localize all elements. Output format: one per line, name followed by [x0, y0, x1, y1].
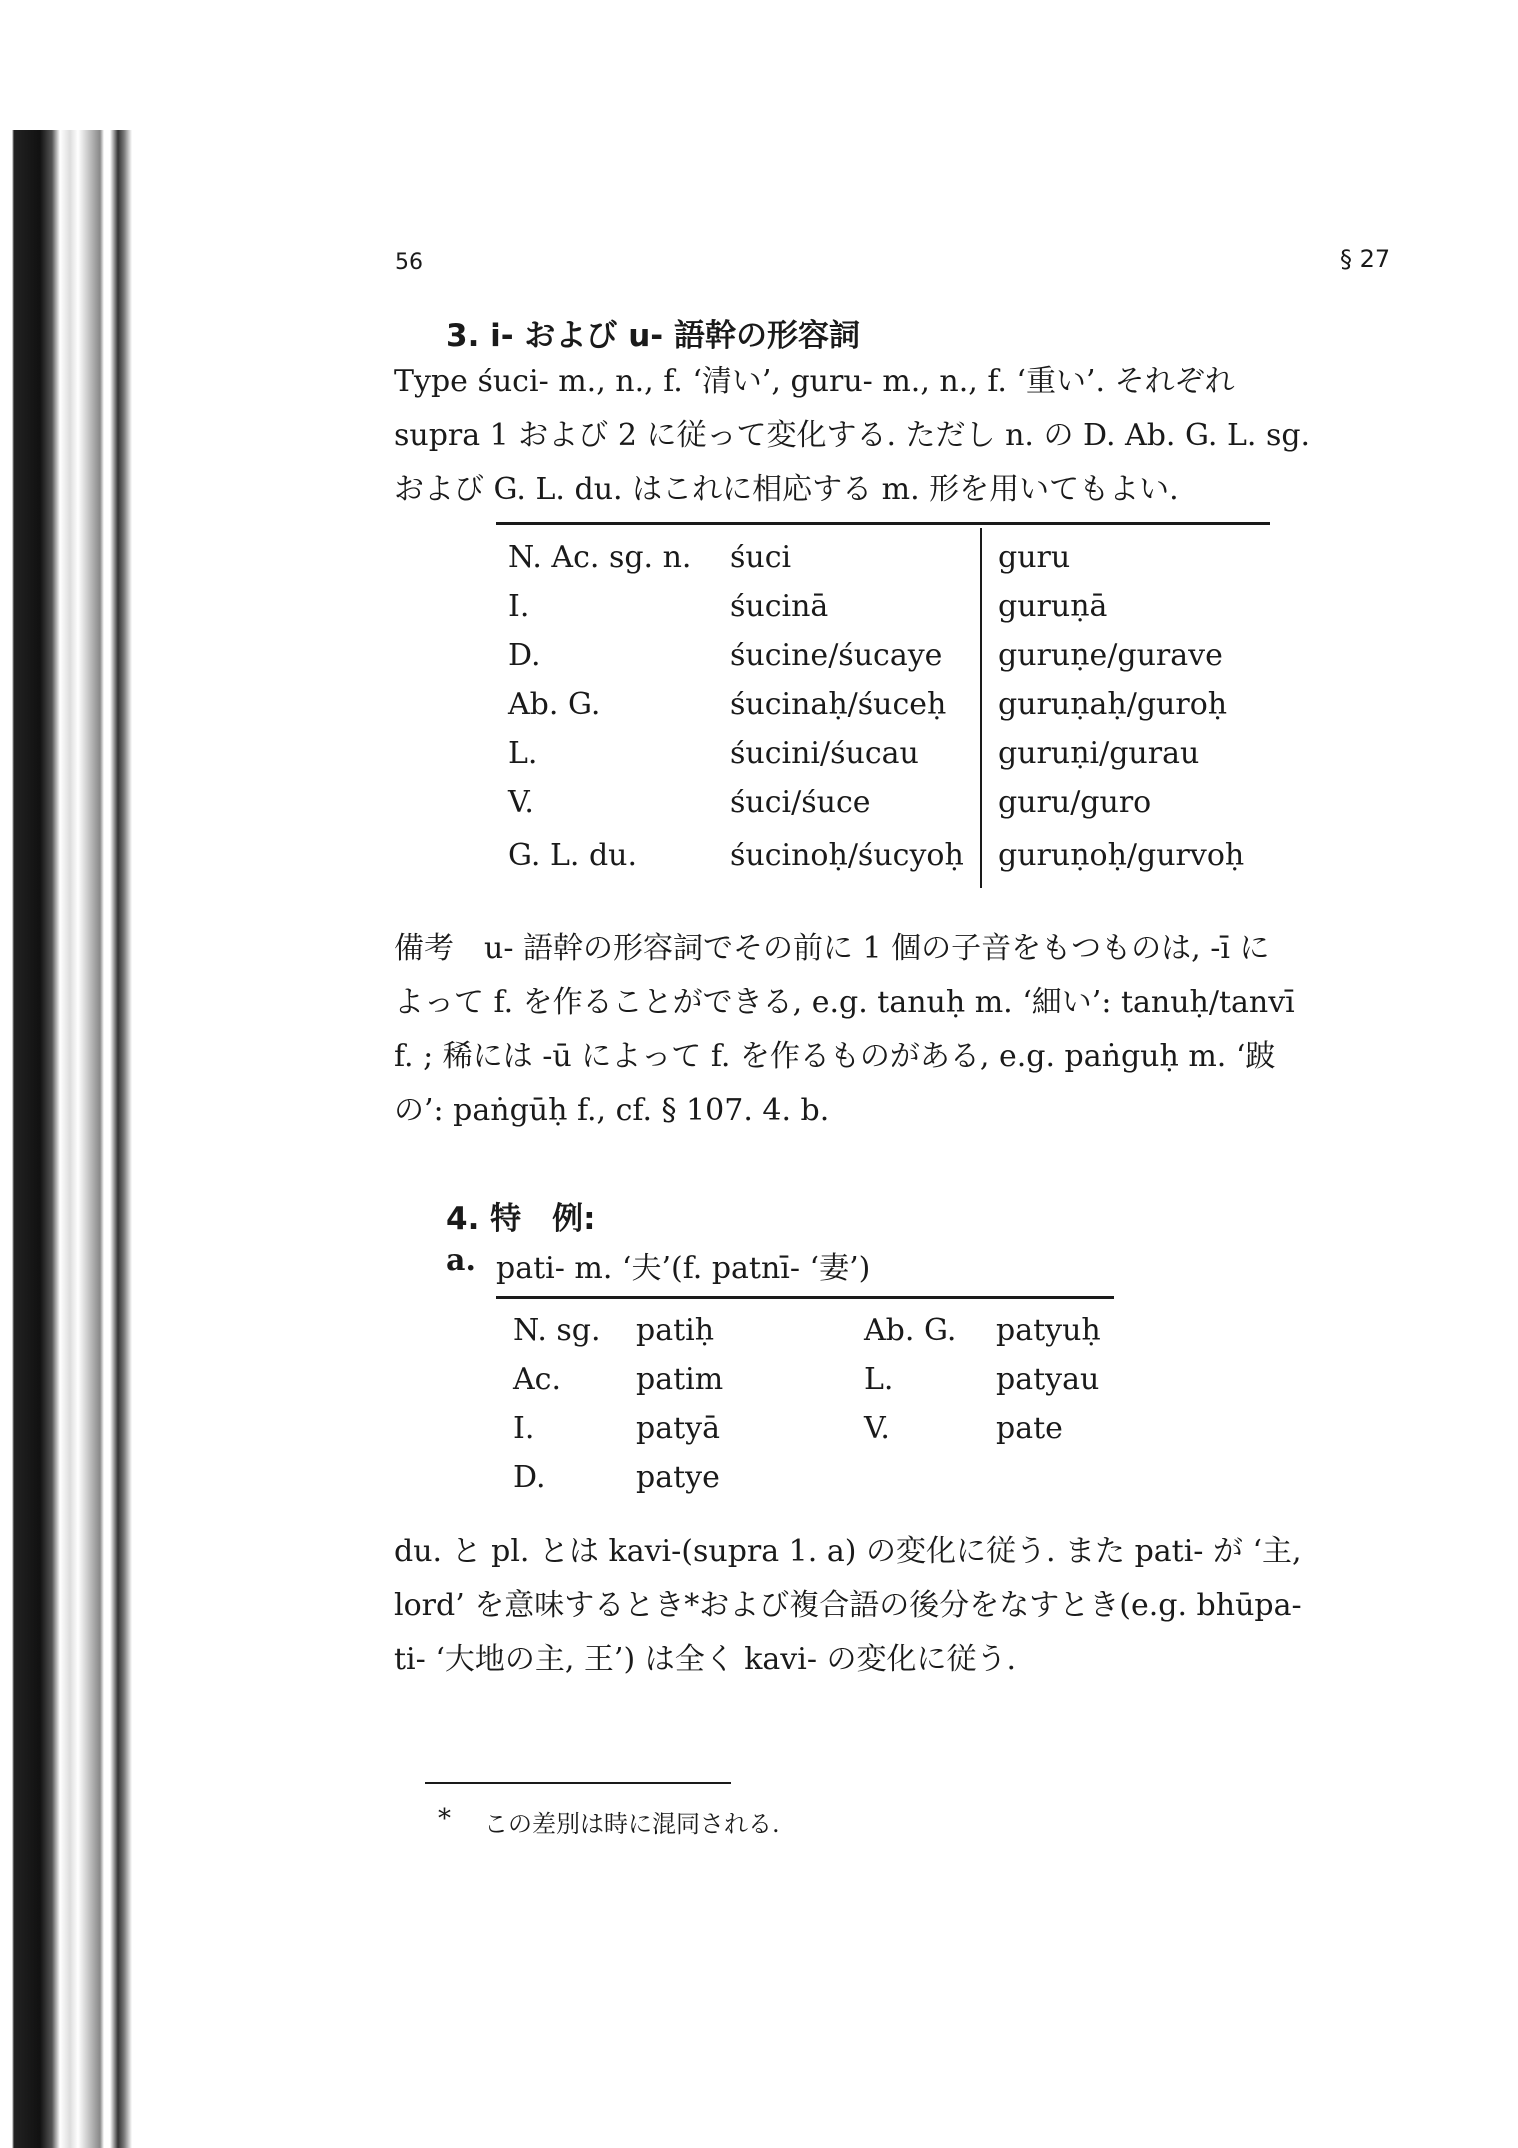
page-number: 56	[395, 250, 423, 275]
table-guru-form: guru	[998, 540, 1071, 575]
pati-form: patyuḥ	[996, 1313, 1101, 1348]
pati-form: patim	[636, 1362, 724, 1397]
table-suci-form: śucinā	[730, 589, 829, 624]
table-case: Ab. G.	[508, 687, 601, 722]
table-column-divider	[980, 528, 982, 888]
section-4-paragraph-line: ti- ‘大地の主, 王’) は全く kavi- の変化に従う.	[394, 1642, 1017, 1677]
pati-table-top-rule	[496, 1296, 1114, 1299]
section-4-paragraph-line: du. と pl. とは kavi-(supra 1. a) の変化に従う. また pati- が ‘主,	[394, 1534, 1302, 1569]
pati-case: D.	[513, 1460, 546, 1495]
remark-line: の’: paṅgūḥ f., cf. § 107. 4. b.	[394, 1093, 830, 1128]
table-case: N. Ac. sg. n.	[508, 540, 692, 575]
table-suci-form: śuci	[730, 540, 792, 575]
scan-gutter	[0, 0, 135, 2148]
table-case: D.	[508, 638, 541, 673]
remark-line: よって f. を作ることができる, e.g. tanuḥ m. ‘細い’: tanuḥ/tanvī	[394, 985, 1295, 1020]
pati-form: patye	[636, 1460, 720, 1495]
remark-line: f. ; 稀には -ū によって f. を作るものがある, e.g. paṅguḥ m. ‘跛	[394, 1039, 1276, 1074]
table-suci-form: śucine/śucaye	[730, 638, 943, 673]
table-suci-form: śucinaḥ/śuceḥ	[730, 687, 947, 722]
table-guru-form: guruṇe/gurave	[998, 638, 1223, 673]
table-case: V.	[508, 785, 534, 820]
table-suci-form: śuci/śuce	[730, 785, 871, 820]
section-3-paragraph-line: および G. L. du. はこれに相応する m. 形を用いてもよい.	[394, 472, 1179, 507]
pati-form: patiḥ	[636, 1313, 715, 1348]
pati-case: V.	[864, 1411, 890, 1446]
section-3-paragraph-line: Type śuci- m., n., f. ‘清い’, guru- m., n., f. ‘重い’. それぞれ	[394, 364, 1235, 399]
pati-form: patyau	[996, 1362, 1100, 1397]
table-case: L.	[508, 736, 538, 771]
footnote-mark: *	[438, 1804, 451, 1834]
subsection-label: a.	[446, 1243, 476, 1278]
pati-case: L.	[864, 1362, 894, 1397]
pati-case: I.	[513, 1411, 535, 1446]
pati-form: patyā	[636, 1411, 720, 1446]
pati-case: Ac.	[513, 1362, 562, 1397]
table-guru-form: guruṇaḥ/guroḥ	[998, 687, 1228, 722]
table-suci-form: śucinoḥ/śucyoḥ	[730, 838, 964, 873]
footnote-text: この差別は時に混同される.	[484, 1810, 780, 1838]
section-4-paragraph-line: lord’ を意味するとき*および複合語の後分をなすとき(e.g. bhūpa-	[394, 1588, 1302, 1623]
table-guru-form: guruṇoḥ/gurvoḥ	[998, 838, 1245, 873]
section-3-paragraph-line: supra 1 および 2 に従って変化する. ただし n. の D. Ab. G. L. sg.	[394, 418, 1311, 453]
table-guru-form: guruṇi/gurau	[998, 736, 1200, 771]
table-case: I.	[508, 589, 530, 624]
section-4-heading: 4. 特 例:	[446, 1201, 596, 1237]
pati-case: Ab. G.	[864, 1313, 957, 1348]
table-guru-form: guru/guro	[998, 785, 1152, 820]
table-guru-form: guruṇā	[998, 589, 1108, 624]
scan-gutter-top	[0, 0, 135, 130]
table-case: G. L. du.	[508, 838, 638, 873]
pati-case: N. sg.	[513, 1313, 601, 1348]
section-3-heading: 3. i- および u- 語幹の形容詞	[446, 318, 860, 354]
subsection-title: pati- m. ‘夫’(f. patnī- ‘妻’)	[496, 1251, 871, 1286]
table-suci-form: śucini/śucau	[730, 736, 919, 771]
section-reference: § 27	[1340, 245, 1391, 273]
pati-form: pate	[996, 1411, 1063, 1446]
table-top-rule	[496, 522, 1270, 525]
remark-line: 備考 u- 語幹の形容詞でその前に 1 個の子音をもつものは, -ī に	[394, 931, 1270, 966]
footnote-rule	[425, 1782, 731, 1784]
